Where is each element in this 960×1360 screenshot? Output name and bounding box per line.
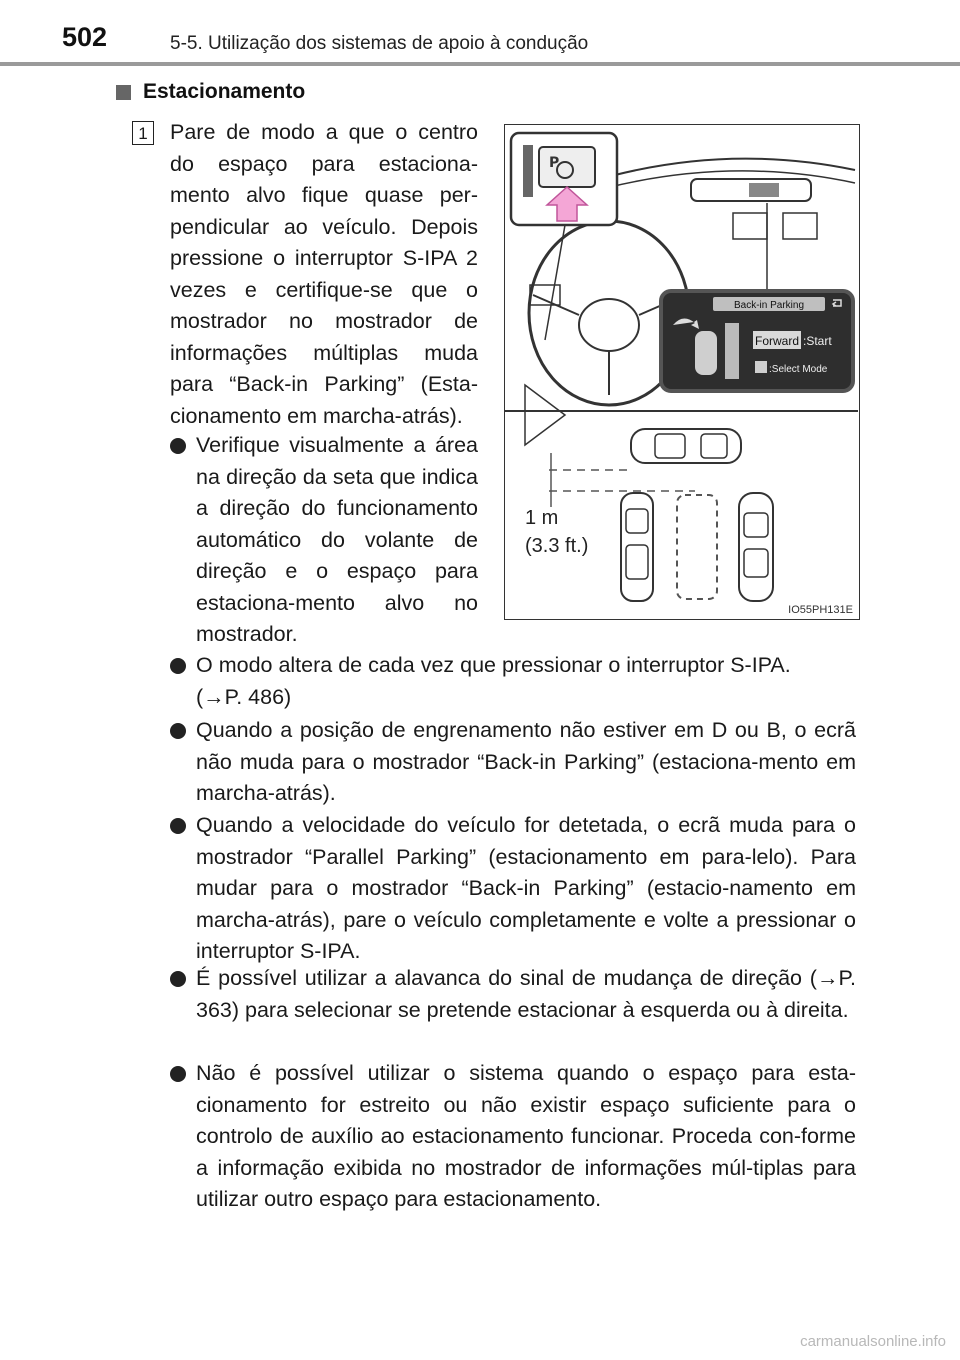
sipa-mini-icon [755, 361, 767, 373]
bullet-icon [170, 658, 186, 674]
target-space-icon [725, 323, 739, 379]
bullet-icon [170, 818, 186, 834]
svg-text:P: P [549, 155, 560, 171]
watermark: carmanualsonline.info [800, 1333, 946, 1350]
forward-label: Forward [755, 334, 800, 348]
bullet-icon [170, 971, 186, 987]
list-item [170, 430, 478, 651]
page-number: 502 [62, 22, 108, 52]
bullet-text: É possível utilizar a alavanca do sinal de mudança de direção (→P. 363) para selecionar se pretende estacionar à esquerda ou à direita. [196, 966, 856, 1022]
vehicle-top-view [631, 429, 741, 463]
bullet-text: Não é possível utilizar o sistema quando o espaço para esta-cionamento for estreito ou não existir espaço suficiente para o controlo de auxílio ao estacionamento funcionar. Proceda con-forme a informação exibida no mostrador de informações múl-tiplas para utilizar outro espaço para estacionamento. [196, 1061, 856, 1211]
switch-edge [523, 145, 533, 197]
figure-code: IO55PH131E [788, 604, 853, 616]
bullet-icon [170, 1066, 186, 1082]
section-heading-text: Estacionamento [143, 80, 306, 103]
target-parking-space [677, 495, 717, 599]
bullet-icon [170, 438, 186, 454]
instrument-display-screen [749, 183, 779, 197]
parked-car-left [621, 493, 653, 601]
step-number-badge: 1 [132, 121, 154, 145]
figure-parking-illustration [504, 124, 860, 620]
section-heading [116, 80, 305, 104]
bullet-text: Quando a velocidade do veículo for detetada, o ecrã muda para o mostrador “Parallel Parking” (estacionamento em para-lelo). Para mudar para o mostrador “Back-in Parking” (estacio-namento em marcha-atrás), pare o veículo completamente e volte a pressionar o interruptor S-IPA. [196, 813, 856, 963]
air-vent [733, 213, 767, 239]
air-vent [783, 213, 817, 239]
parked-car-right [739, 493, 773, 601]
start-label: :Start [803, 334, 832, 348]
steering-hub [579, 299, 639, 351]
step-instruction: Pare de modo a que o centro do espaço para estaciona-mento alvo fique quase per-pendicular ao veículo. Depois pressione o interruptor S-IPA 2 vezes e certifique-se que o mostrador no mostrador de informações múltiplas muda para “Back-in Parking” (Esta-cionamento em marcha-atrás). [170, 120, 478, 428]
bullet-icon [170, 723, 186, 739]
dashboard-line [615, 159, 855, 175]
display-title: Back-in Parking [733, 300, 805, 311]
list-item [170, 810, 856, 968]
bullet-text: Verifique visualmente a área na direção da seta que indica a direção do funcionamento automático do volante de direção e o espaço para estaciona-mento alvo no mostrador. [196, 433, 478, 646]
bullet-text: Quando a posição de engrenamento não estiver em D ou B, o ecrã não muda para o mostrador “Back-in Parking” (estaciona-mento em marcha-atrás). [196, 718, 856, 805]
heading-square-icon [116, 85, 131, 100]
header-divider [0, 62, 960, 66]
distance-label-imperial: (3.3 ft.) [525, 535, 589, 557]
list-item [170, 715, 856, 810]
list-item [170, 963, 856, 1026]
sipa-switch-icon [539, 147, 595, 187]
control-stalk [525, 385, 565, 445]
distance-label-metric: 1 m [525, 507, 559, 529]
car-top-view-icon [695, 331, 717, 375]
list-item [170, 650, 856, 713]
select-mode-label: :Select Mode [769, 364, 828, 375]
leader-line [545, 225, 565, 340]
list-item [170, 1058, 856, 1216]
bullet-text: O modo altera de cada vez que pressionar o interruptor S-IPA. (→P. 486) [196, 653, 791, 709]
chapter-title: 5-5. Utilização dos sistemas de apoio à condução [170, 33, 589, 54]
